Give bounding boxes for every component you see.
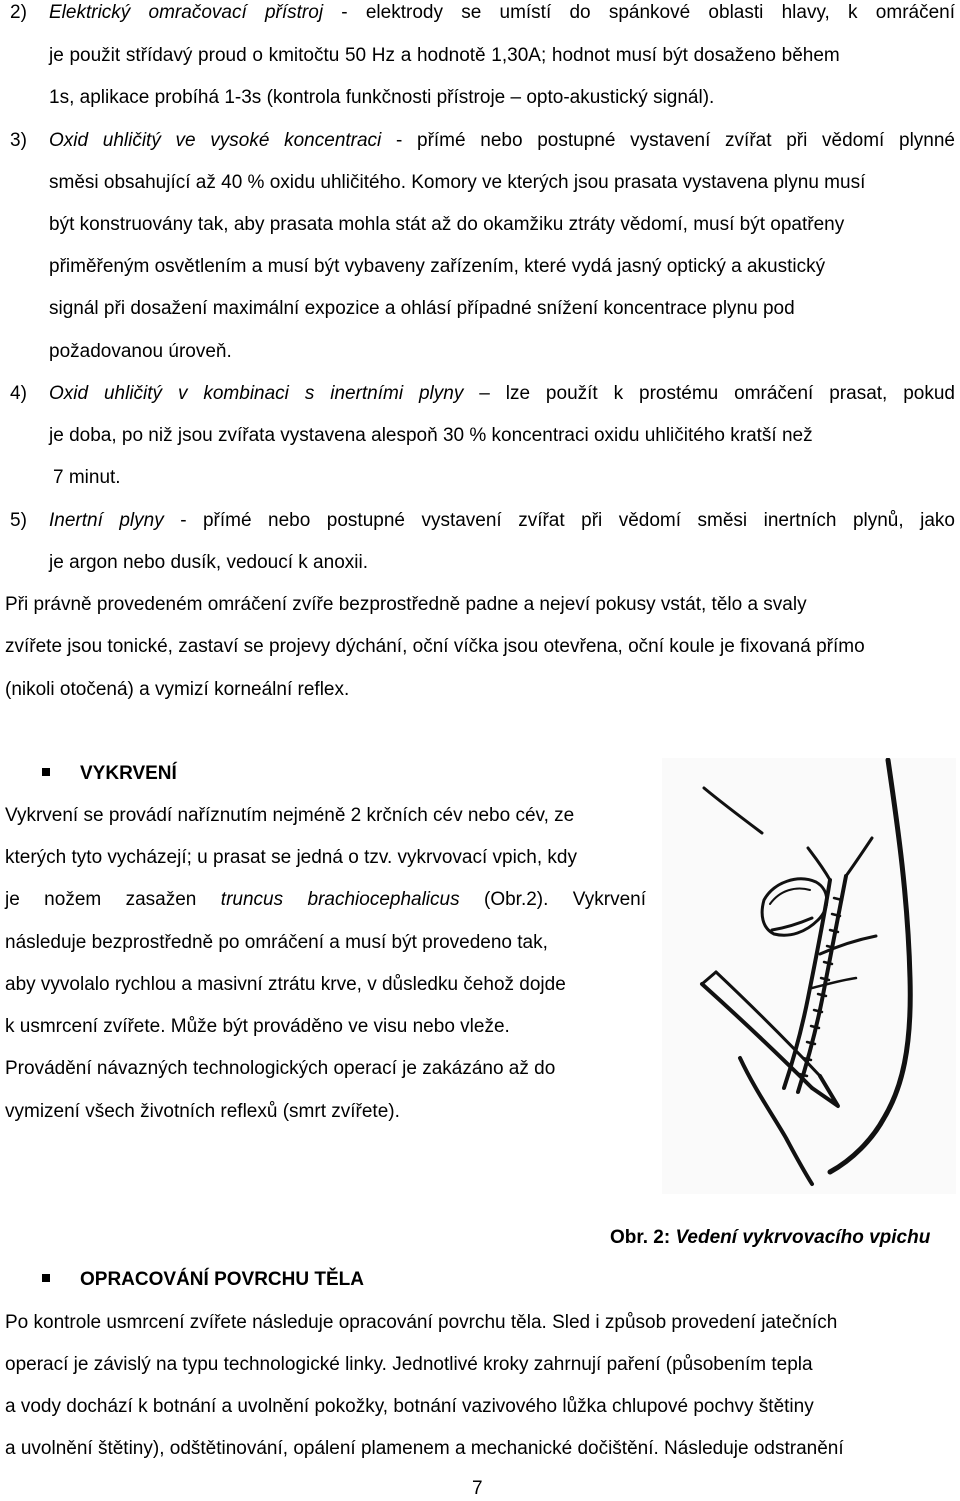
opracovani-line-1: Po kontrole usmrcení zvířete následuje opracování povrchu těla. Sled i způsob provedení jatečních xyxy=(5,1312,838,1333)
item-2-line-3: 1s, aplikace probíhá 1-3s (kontrola funkčnosti přístroje – opto-akustický signál). xyxy=(49,87,715,108)
vykrveni-line-3-a: je nožem zasažen xyxy=(5,889,197,910)
item-3-line-1-rest: - přímé nebo postupné vystavení zvířat při vědomí plynné xyxy=(395,130,955,151)
item-5-number: 5) xyxy=(10,510,27,531)
vykrveni-line-3-b: (Obr.2). Vykrvení xyxy=(484,889,647,910)
vykrveni-line-1: Vykrvení se provádí naříznutím nejméně 2 krčních cév nebo cév, ze xyxy=(5,805,575,826)
figure-caption-text: Vedení vykrvovacího vpichu xyxy=(675,1227,931,1248)
item-2-line-1 xyxy=(49,2,955,24)
item-5-term: Inertní plyny xyxy=(49,510,164,531)
item-4-line-3: 7 minut. xyxy=(53,467,121,488)
item-2-number: 2) xyxy=(10,2,27,23)
vykrveni-line-5: aby vyvolalo rychlou a masivní ztrátu krve, v důsledku čehož dojde xyxy=(5,974,566,995)
page-number: 7 xyxy=(472,1478,483,1499)
vykrveni-line-8: vymizení všech životních reflexů (smrt zvířete). xyxy=(5,1101,400,1122)
vykrveni-term: truncus brachiocephalicus xyxy=(220,889,460,910)
item-2-line-2: je použit střídavý proud o kmitočtu 50 Hz a hodnotě 1,30A; hodnot musí být dosaženo během xyxy=(49,45,840,66)
item-4-number: 4) xyxy=(10,383,27,404)
item-4-line-1-rest: – lze použít k prostému omráčení prasat, pokud xyxy=(479,383,955,404)
item-2-line-1-rest: - elektrody se umístí do spánkové oblasti hlavy, k omráčení xyxy=(341,2,955,23)
opracovani-line-4: a uvolnění štětiny), odštětinování, opálení plamenem a mechanické dočištění. Následuje odstranění xyxy=(5,1438,844,1459)
item-4-line-2: je doba, po niž jsou zvířata vystavena alespoň 30 % koncentraci oxidu uhličitého kratší než xyxy=(49,425,813,446)
section-heading-opracovani: OPRACOVÁNÍ POVRCHU TĚLA xyxy=(80,1269,364,1290)
item-3-line-3: být konstruovány tak, aby prasata mohla stát až do okamžiku ztráty vědomí, musí být opatřeny xyxy=(49,214,845,235)
opracovani-line-2: operací je závislý na typu technologické linky. Jednotlivé kroky zahrnují paření (působením tepla xyxy=(5,1354,813,1375)
paragraph-1-line-1: Při právně provedeném omráčení zvíře bezprostředně padne a nejeví pokusy vstát, tělo a svaly xyxy=(5,594,807,615)
item-4-term: Oxid uhličitý v kombinaci s inertními plyny xyxy=(49,383,464,404)
vykrveni-line-6: k usmrcení zvířete. Může být prováděno ve visu nebo vleže. xyxy=(5,1016,510,1037)
bleeding-stab-figure xyxy=(662,758,956,1194)
vykrveni-line-2: kterých tyto vycházejí; u prasat se jedná o tzv. vykrvovací vpich, kdy xyxy=(5,847,577,868)
item-4-line-1 xyxy=(49,383,955,405)
item-3-line-2: směsi obsahující až 40 % oxidu uhličitého. Komory ve kterých jsou prasata vystavena plynu musí xyxy=(49,172,866,193)
item-3-term: Oxid uhličitý ve vysoké koncentraci xyxy=(49,130,382,151)
opracovani-line-3: a vody dochází k botnání a uvolnění pokožky, botnání vazivového lůžka chlupové pochvy štětiny xyxy=(5,1396,814,1417)
item-5-line-1-rest: - přímé nebo postupné vystavení zvířat při vědomí směsi inertních plynů, jako xyxy=(180,510,955,531)
vykrveni-line-7: Provádění návazných technologických operací je zakázáno až do xyxy=(5,1058,556,1079)
section-heading-vykrveni: VYKRVENÍ xyxy=(80,763,177,784)
section-bullet-icon xyxy=(42,768,50,776)
vykrveni-line-4: následuje bezprostředně po omráčení a musí být provedeno tak, xyxy=(5,932,548,953)
item-3-number: 3) xyxy=(10,130,27,151)
paragraph-1-line-2: zvířete jsou tonické, zastaví se projevy dýchání, oční víčka jsou otevřena, oční koule je fixovaná přímo xyxy=(5,636,865,657)
vykrveni-line-3 xyxy=(5,889,646,911)
figure-caption-label: Obr. 2: xyxy=(610,1227,671,1248)
item-3-line-1 xyxy=(49,130,955,152)
item-3-line-5: signál při dosažení maximální expozice a ohlásí případné snížení koncentrace plynu pod xyxy=(49,298,795,319)
item-3-line-4: přiměřeným osvětlením a musí být vybaveny zařízením, které vydá jasný optický a akustický xyxy=(49,256,826,277)
section-bullet-icon xyxy=(42,1274,50,1282)
item-5-line-1 xyxy=(49,510,955,532)
item-5-line-2: je argon nebo dusík, vedoucí k anoxii. xyxy=(49,552,368,573)
item-2-term: Elektrický omračovací přístroj xyxy=(49,2,324,23)
figure-caption xyxy=(610,1227,930,1249)
item-3-line-6: požadovanou úroveň. xyxy=(49,341,232,362)
paragraph-1-line-3: (nikoli otočená) a vymizí korneální reflex. xyxy=(5,679,350,700)
